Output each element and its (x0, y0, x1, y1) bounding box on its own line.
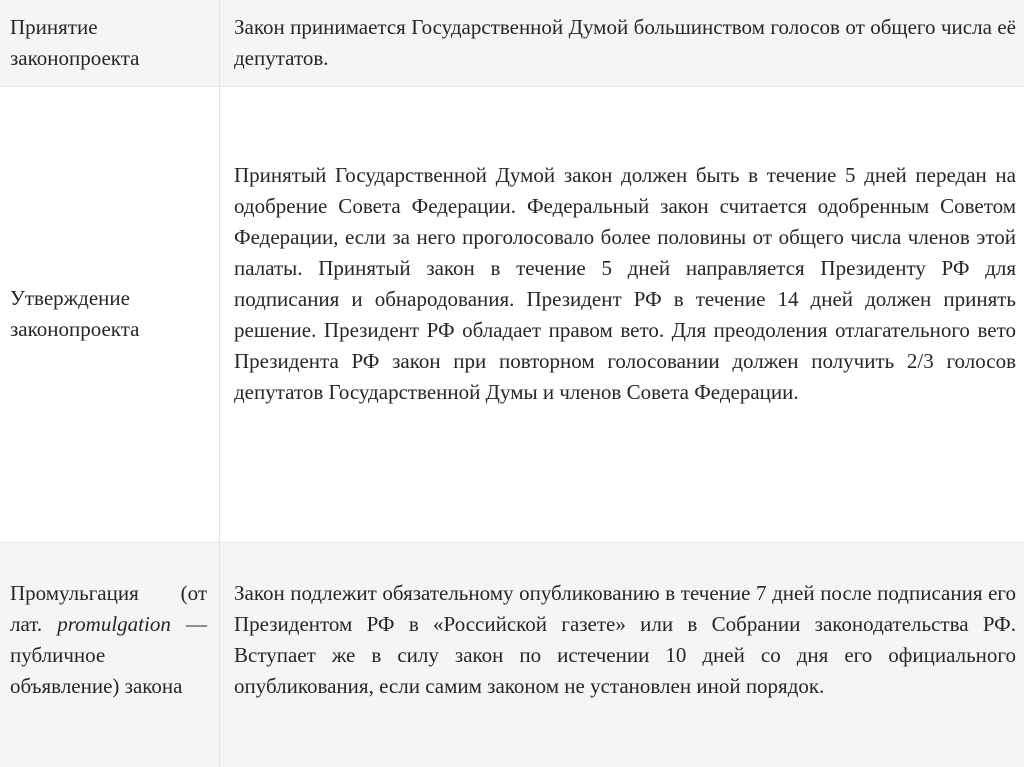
stage-cell (0, 542, 220, 767)
stage-text: Принятие законопроекта (10, 15, 140, 70)
row-divider (0, 542, 1024, 543)
stage-text: Утверждение законопроекта (10, 286, 140, 341)
stage-cell (0, 86, 220, 542)
stage-text-latin-term: promulgation (57, 612, 171, 636)
description-cell (220, 542, 1024, 767)
stage-text-suffix: — публичное объявление) закона (10, 612, 208, 698)
description-text: Закон принимается Государственной Думой большинством голосов от общего числа её депутатов. (234, 15, 1016, 70)
description-cell (220, 0, 1024, 86)
stage-text-prefix: Промульгация (от лат. (10, 581, 207, 636)
table-row (0, 542, 1024, 767)
description-cell (220, 86, 1024, 542)
description-text: Закон подлежит обязательному опубликованию в течение 7 дней после подписания его Президентом РФ в «Российской газете» или в Собрании законодательства РФ. Вступает же в силу закон по истечении 10 дней со дня его официального опубликования, если самим законом не установлен иной порядок. (234, 581, 1016, 698)
table-row (0, 86, 1024, 542)
row-divider (0, 86, 1024, 87)
stage-cell (0, 0, 220, 86)
table-row (0, 0, 1024, 86)
description-text: Принятый Государственной Думой закон должен быть в течение 5 дней передан на одобрение Совета Федерации. Федеральный закон считается одобренным Советом Федерации, если за него проголосовало более половины от общего числа членов этой палаты. Принятый закон в течение 5 дней направляется Президенту РФ для подписания и обнародования. Президент РФ в течение 14 дней должен принять решение. Президент РФ обладает правом вето. Для преодоления отлагательного вето Президента РФ закон при повторном голосовании должен получить 2/3 голосов депутатов Государственной Думы и членов Совета Федерации. (234, 163, 1016, 404)
